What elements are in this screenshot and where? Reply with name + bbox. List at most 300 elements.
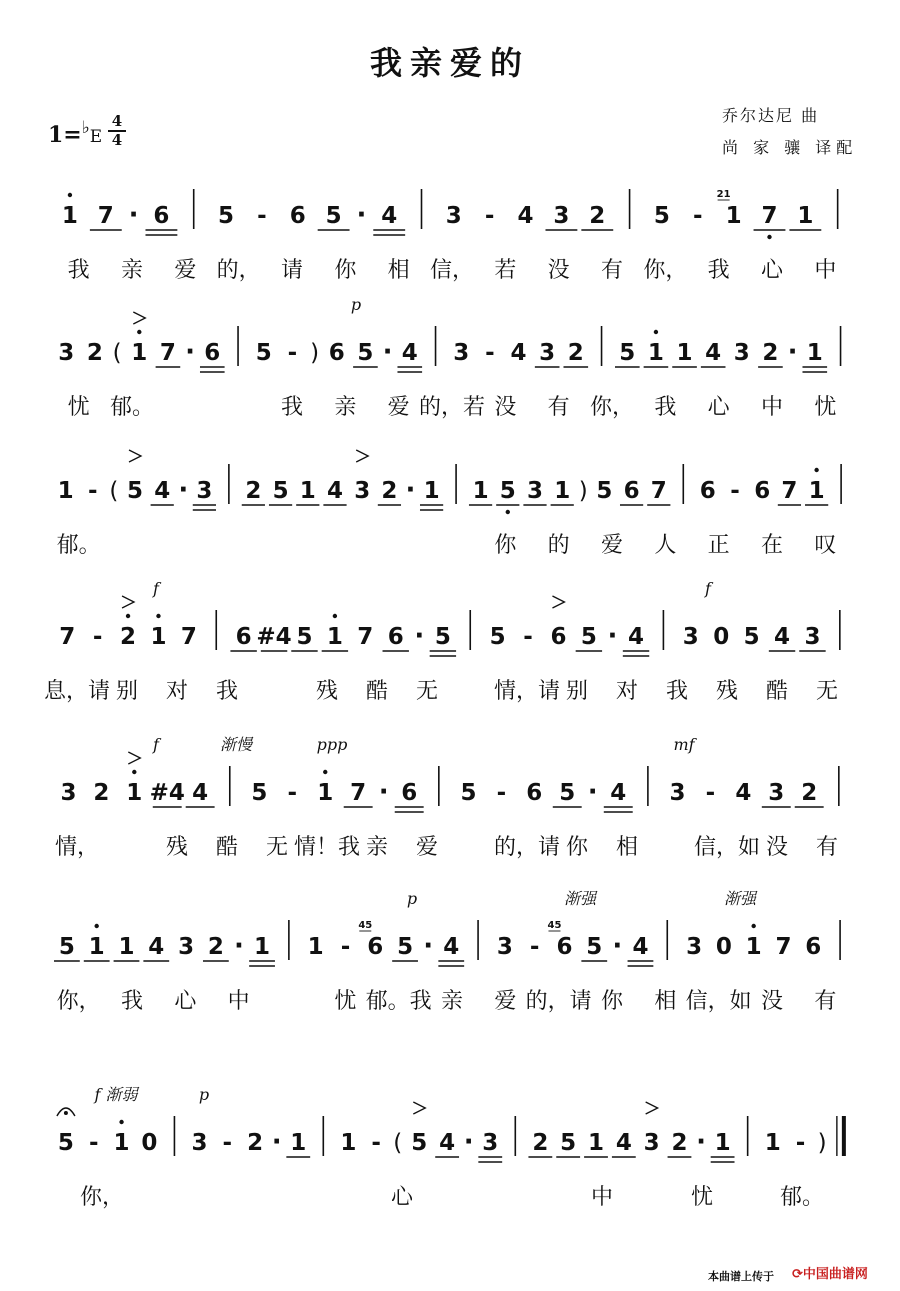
note: 4 xyxy=(632,934,649,960)
note: 2 xyxy=(532,1130,549,1156)
note: 6 xyxy=(367,934,384,960)
lyric-syllable: 的，若 xyxy=(418,395,486,420)
lyric-syllable: 相 xyxy=(387,258,410,283)
note: 0 xyxy=(141,1130,158,1156)
note: - xyxy=(523,624,533,650)
note: 0 xyxy=(713,624,730,650)
note: - xyxy=(222,1130,233,1156)
note: 4 xyxy=(326,478,344,504)
lyric-syllable: 亲 xyxy=(334,395,357,420)
lyric-syllable: 无 xyxy=(815,679,839,704)
octave-down-dot xyxy=(506,510,510,514)
note: 7 xyxy=(159,340,176,366)
lyric-syllable: 你 xyxy=(494,533,517,558)
note: 2 xyxy=(567,340,584,366)
note: 3 xyxy=(445,203,462,229)
note: 3 xyxy=(482,1130,499,1156)
note: - xyxy=(692,203,703,229)
grace-notes: 21 xyxy=(716,189,731,200)
note: 5 xyxy=(126,478,144,504)
note: 3 xyxy=(643,1130,660,1156)
note: 3 xyxy=(58,340,75,366)
augmentation-dot: · xyxy=(696,1127,706,1157)
meter-top: 4 xyxy=(111,112,123,130)
lyric-syllable: 情！我 xyxy=(293,835,361,860)
lyric-syllable: 有 xyxy=(600,258,624,283)
augmentation-dot: · xyxy=(607,621,618,651)
note: - xyxy=(484,203,495,229)
dynamic-marking: 渐强 xyxy=(563,889,597,908)
octave-up-dot xyxy=(68,193,72,197)
lyric-syllable: 残 xyxy=(315,679,339,704)
lyric-syllable: 你 xyxy=(565,835,589,860)
augmentation-dot: · xyxy=(128,200,139,230)
note: 2 xyxy=(801,780,818,806)
lyric-syllable: 有 xyxy=(547,395,570,420)
lyric-syllable: 情， xyxy=(54,835,100,860)
note: 5 xyxy=(653,203,670,229)
note: 4 xyxy=(774,624,791,650)
note: 3 xyxy=(60,780,77,806)
note: 7 xyxy=(650,478,667,504)
augmentation-dot: · xyxy=(423,931,434,961)
song-title: 我亲爱的 xyxy=(369,44,530,82)
note: 1 xyxy=(423,478,440,504)
accent-mark xyxy=(129,450,141,462)
note: 3 xyxy=(682,624,699,650)
note: 1 xyxy=(764,1130,781,1156)
lyric-syllable: 别 xyxy=(115,679,139,704)
lyric-syllable: 请 xyxy=(280,258,304,283)
lyric-syllable: 郁。我 xyxy=(365,989,432,1014)
key-note: E xyxy=(89,127,103,147)
note: 1 xyxy=(676,340,693,366)
note: 7 xyxy=(59,624,76,650)
lyric-syllable: 我 xyxy=(120,989,144,1014)
lyric-syllable: 忧 xyxy=(67,395,90,420)
lyric-syllable: 郁。 xyxy=(779,1185,825,1210)
note: 6 xyxy=(556,934,573,960)
note: 2 xyxy=(671,1130,688,1156)
note: 1 xyxy=(254,934,271,960)
note: 1 xyxy=(317,780,334,806)
fermata-dot xyxy=(64,1111,68,1115)
parenthesis: ( xyxy=(112,340,122,366)
note: 3 xyxy=(686,934,703,960)
note: 5 xyxy=(251,780,268,806)
note: - xyxy=(257,203,267,229)
note: #4 xyxy=(149,780,185,806)
dynamic-marking: 渐强 xyxy=(723,889,757,908)
note: - xyxy=(730,478,740,504)
note: 2 xyxy=(245,478,262,504)
octave-up-dot xyxy=(119,1120,123,1124)
note: 5 xyxy=(296,624,313,650)
note: 5 xyxy=(619,340,636,366)
lyric-syllable: 没 xyxy=(765,835,789,860)
note: 6 xyxy=(526,780,543,806)
note: 4 xyxy=(381,203,398,229)
lyric-syllable: 你 xyxy=(600,989,624,1014)
lyric-syllable: 爱 xyxy=(387,395,410,420)
lyric-syllable: 的， xyxy=(216,258,261,283)
note: 6 xyxy=(623,478,640,504)
note: 4 xyxy=(154,478,171,504)
note: 4 xyxy=(705,340,722,366)
parenthesis: ( xyxy=(393,1130,403,1156)
note: 1 xyxy=(131,340,148,366)
accent-mark xyxy=(122,596,134,608)
lyric-syllable: 相 xyxy=(615,835,639,860)
parenthesis: ) xyxy=(578,478,588,504)
octave-up-dot xyxy=(94,924,98,928)
note: 1 xyxy=(126,780,143,806)
octave-up-dot xyxy=(137,330,141,334)
grace-notes: 45 xyxy=(358,920,373,931)
lyric-syllable: 心 xyxy=(760,258,784,283)
octave-up-dot xyxy=(654,330,658,334)
parenthesis: ) xyxy=(310,340,320,366)
note: 5 xyxy=(580,624,597,650)
note: #4 xyxy=(256,624,292,650)
augmentation-dot: · xyxy=(271,1127,282,1157)
note: 7 xyxy=(350,780,367,806)
note: 7 xyxy=(357,624,374,650)
lyric-syllable: 的，请 xyxy=(493,835,561,860)
lyric-syllable: 信，如 xyxy=(685,989,752,1014)
site-logo xyxy=(792,1263,868,1282)
note: 5 xyxy=(397,934,414,960)
note: 2 xyxy=(762,340,779,366)
augmentation-dot: · xyxy=(787,337,798,367)
lyric-syllable: 若 xyxy=(494,258,517,283)
note: 4 xyxy=(443,934,460,960)
note: 3 xyxy=(804,624,821,650)
note: - xyxy=(287,780,298,806)
lyric-syllable: 我 xyxy=(707,258,730,283)
note: 1 xyxy=(806,340,823,366)
note: 6 xyxy=(204,340,221,366)
lyric-syllable: 酷 xyxy=(215,835,239,860)
augmentation-dot: · xyxy=(463,1127,474,1157)
lyric-syllable: 忧 xyxy=(814,395,837,420)
lyric-syllable: 忧 xyxy=(690,1185,714,1210)
note: 4 xyxy=(615,1130,632,1156)
note: 2 xyxy=(86,340,103,366)
note: 1 xyxy=(113,1130,130,1156)
lyric-syllable: 亲 xyxy=(120,258,144,283)
dynamic-marking: p xyxy=(406,889,418,908)
note: 1 xyxy=(290,1130,307,1156)
octave-up-dot xyxy=(156,614,160,618)
accent-mark xyxy=(413,1102,425,1114)
note: 4 xyxy=(192,780,209,806)
lyric-syllable: 有 xyxy=(814,989,837,1014)
note: 2 xyxy=(93,780,110,806)
lyric-syllable: 对 xyxy=(615,679,639,704)
note: 3 xyxy=(191,1130,208,1156)
note: 3 xyxy=(354,478,371,504)
lyric-syllable: 郁。 xyxy=(109,395,155,420)
note: 5 xyxy=(489,624,506,650)
lyric-syllable: 信， xyxy=(429,258,475,283)
flat-sign: ♭ xyxy=(81,118,90,138)
note: 5 xyxy=(357,340,374,366)
note: 5 xyxy=(559,780,576,806)
note: 7 xyxy=(97,203,114,229)
lyric-syllable: 亲 xyxy=(365,835,389,860)
note: 1 xyxy=(647,340,664,366)
note: 3 xyxy=(496,934,513,960)
augmentation-dot: · xyxy=(234,931,244,961)
note: 3 xyxy=(453,340,470,366)
note: 2 xyxy=(589,203,606,229)
lyric-syllable: 我 xyxy=(665,679,689,704)
note: 5 xyxy=(460,780,477,806)
lyric-syllable: 别 xyxy=(565,679,589,704)
augmentation-dot: · xyxy=(185,337,196,367)
parenthesis: ) xyxy=(817,1130,827,1156)
lyric-syllable: 没 xyxy=(760,989,784,1014)
note: 1 xyxy=(808,478,825,504)
note: 5 xyxy=(325,203,342,229)
note: - xyxy=(88,1130,99,1156)
note: 4 xyxy=(735,780,752,806)
note: 5 xyxy=(255,340,272,366)
note: - xyxy=(88,478,98,504)
accent-mark xyxy=(356,450,368,462)
note: - xyxy=(496,780,507,806)
note: 1 xyxy=(307,934,324,960)
note: 5 xyxy=(560,1130,577,1156)
lyric-syllable: 有 xyxy=(815,835,839,860)
dynamic-marking: f xyxy=(153,735,159,754)
note: - xyxy=(485,340,495,366)
lyric-syllable: 中 xyxy=(590,1185,614,1210)
lyric-syllable: 我 xyxy=(215,679,239,704)
lyric-syllable: 心 xyxy=(174,989,197,1014)
dynamic-marking: f xyxy=(705,579,711,598)
lyric-syllable: 相 xyxy=(654,989,677,1014)
lyric-syllable: 我 xyxy=(67,258,90,283)
lyric-syllable: 忧 xyxy=(334,989,357,1014)
lyric-syllable: 你， xyxy=(589,395,635,420)
dynamic-marking: f 渐弱 xyxy=(94,1085,138,1104)
grace-notes: 45 xyxy=(547,920,562,931)
note: 1 xyxy=(88,934,105,960)
octave-up-dot xyxy=(126,614,130,618)
lyric-syllable: 残 xyxy=(715,679,739,704)
note: - xyxy=(529,934,540,960)
lyric-syllable: 爱 xyxy=(600,533,624,558)
augmentation-dot: · xyxy=(382,337,393,367)
note: 2 xyxy=(247,1130,264,1156)
arranger-credit: 尚 家 骧 译配 xyxy=(722,138,858,157)
note: 3 xyxy=(178,934,195,960)
note: 3 xyxy=(526,478,544,504)
note: 1 xyxy=(554,478,571,504)
accent-mark xyxy=(552,596,564,608)
note: 5 xyxy=(217,203,234,229)
augmentation-dot: · xyxy=(378,777,389,807)
augmentation-dot: · xyxy=(414,621,425,651)
note: 6 xyxy=(805,934,822,960)
footer-upload-text: 本曲谱上传于 xyxy=(708,1270,774,1283)
lyric-syllable: 息，请 xyxy=(43,679,111,704)
octave-up-dot xyxy=(323,770,327,774)
note: 5 xyxy=(272,478,289,504)
lyric-syllable: 中 xyxy=(760,395,784,420)
lyric-syllable: 对 xyxy=(165,679,189,704)
lyric-syllable: 信，如 xyxy=(693,835,761,860)
augmentation-dot: · xyxy=(178,475,189,505)
note: 6 xyxy=(401,780,418,806)
lyric-syllable: 叹 xyxy=(814,533,837,558)
lyric-syllable: 你， xyxy=(643,258,688,283)
note: 5 xyxy=(411,1130,428,1156)
note: - xyxy=(705,780,716,806)
lyric-syllable: 无 xyxy=(265,835,289,860)
note: 1 xyxy=(587,1130,605,1156)
lyric-syllable: 中 xyxy=(814,258,837,283)
dynamic-marking: mf xyxy=(673,735,695,754)
note: 6 xyxy=(153,203,170,229)
lyric-syllable: 中 xyxy=(227,989,250,1014)
note: 3 xyxy=(196,478,213,504)
lyric-syllable: 情，请 xyxy=(493,679,561,704)
dynamic-marking: f xyxy=(153,579,159,598)
lyric-syllable: 没 xyxy=(494,395,517,420)
note: 2 xyxy=(207,934,224,960)
note: - xyxy=(795,1130,806,1156)
lyric-syllable: 爱 xyxy=(415,835,439,860)
lyric-syllable: 爱 xyxy=(174,258,197,283)
dynamic-marking: 渐慢 xyxy=(219,735,253,754)
note: 5 xyxy=(596,478,613,504)
lyric-syllable: 爱 xyxy=(494,989,517,1014)
note: 7 xyxy=(761,203,778,229)
note: 3 xyxy=(539,340,556,366)
note: 3 xyxy=(553,203,570,229)
lyric-syllable: 酷 xyxy=(765,679,789,704)
note: 5 xyxy=(743,624,760,650)
lyric-syllable: 亲 xyxy=(440,989,464,1014)
augmentation-dot: · xyxy=(356,200,367,230)
note: 6 xyxy=(328,340,345,366)
note: 1 xyxy=(340,1130,357,1156)
dynamic-marking: ppp xyxy=(316,735,348,754)
note: 4 xyxy=(610,780,627,806)
lyric-syllable: 人 xyxy=(654,533,677,558)
note: - xyxy=(371,1130,381,1156)
note: 5 xyxy=(586,934,603,960)
note: 6 xyxy=(754,478,771,504)
augmentation-dot: · xyxy=(612,931,623,961)
dynamic-marking: p xyxy=(350,295,362,314)
lyric-syllable: 没 xyxy=(547,258,570,283)
note: 0 xyxy=(715,934,732,960)
lyric-syllable: 心 xyxy=(390,1185,414,1210)
note: 2 xyxy=(120,624,137,650)
lyric-syllable: 无 xyxy=(415,679,439,704)
note: - xyxy=(92,624,103,650)
octave-up-dot xyxy=(132,770,136,774)
key-prefix: 1= xyxy=(48,122,82,148)
logo-text: 中国曲谱网 xyxy=(802,1267,868,1282)
note: 3 xyxy=(733,340,750,366)
lyric-syllable: 你 xyxy=(334,258,357,283)
note: 4 xyxy=(148,934,165,960)
note: 3 xyxy=(669,780,686,806)
note: 2 xyxy=(381,478,398,504)
lyric-syllable: 你， xyxy=(79,1185,125,1210)
octave-down-dot xyxy=(767,235,771,239)
lyric-syllable: 残 xyxy=(165,835,189,860)
composer-credit: 乔尔达尼 曲 xyxy=(722,106,820,125)
octave-up-dot xyxy=(814,468,818,472)
note: 4 xyxy=(401,340,418,366)
note: 1 xyxy=(745,934,762,960)
note: 3 xyxy=(768,780,785,806)
note: 6 xyxy=(387,624,404,650)
note: 1 xyxy=(714,1130,731,1156)
note: 4 xyxy=(517,203,534,229)
note: 7 xyxy=(781,478,798,504)
note: 1 xyxy=(118,934,135,960)
note: 1 xyxy=(57,478,74,504)
lyric-syllable: 你， xyxy=(56,989,101,1014)
augmentation-dot: · xyxy=(587,777,598,807)
note: 1 xyxy=(725,203,742,229)
note: - xyxy=(340,934,351,960)
lyric-syllable: 的 xyxy=(547,533,570,558)
lyric-syllable: 我 xyxy=(280,395,304,420)
note: - xyxy=(287,340,298,366)
note: 7 xyxy=(775,934,792,960)
lyric-syllable: 酷 xyxy=(365,679,389,704)
parenthesis: ( xyxy=(109,478,119,504)
note: 5 xyxy=(434,624,451,650)
note: 1 xyxy=(61,203,78,229)
note: 1 xyxy=(299,478,316,504)
lyric-syllable: 心 xyxy=(707,395,730,420)
augmentation-dot: · xyxy=(405,475,416,505)
note: 6 xyxy=(289,203,306,229)
octave-up-dot xyxy=(751,924,755,928)
note: 1 xyxy=(150,624,167,650)
accent-mark xyxy=(128,752,140,764)
note: 6 xyxy=(235,624,252,650)
note: 6 xyxy=(699,478,716,504)
note: 7 xyxy=(180,624,197,650)
lyric-syllable: 郁。 xyxy=(56,533,101,558)
lyric-syllable: 我 xyxy=(654,395,677,420)
note: 4 xyxy=(628,624,645,650)
dynamic-marking: p xyxy=(198,1085,210,1104)
logo-icon: ⟳ xyxy=(792,1267,803,1282)
octave-up-dot xyxy=(333,614,337,618)
note: 5 xyxy=(58,934,75,960)
note: 4 xyxy=(510,340,527,366)
note: 1 xyxy=(797,203,814,229)
lyric-syllable: 的，请 xyxy=(525,989,592,1014)
note: 6 xyxy=(550,624,567,650)
note: 4 xyxy=(439,1130,456,1156)
note: 5 xyxy=(57,1130,74,1156)
note: 5 xyxy=(499,478,516,504)
lyric-syllable: 在 xyxy=(760,533,784,558)
meter-bottom: 4 xyxy=(111,131,123,149)
